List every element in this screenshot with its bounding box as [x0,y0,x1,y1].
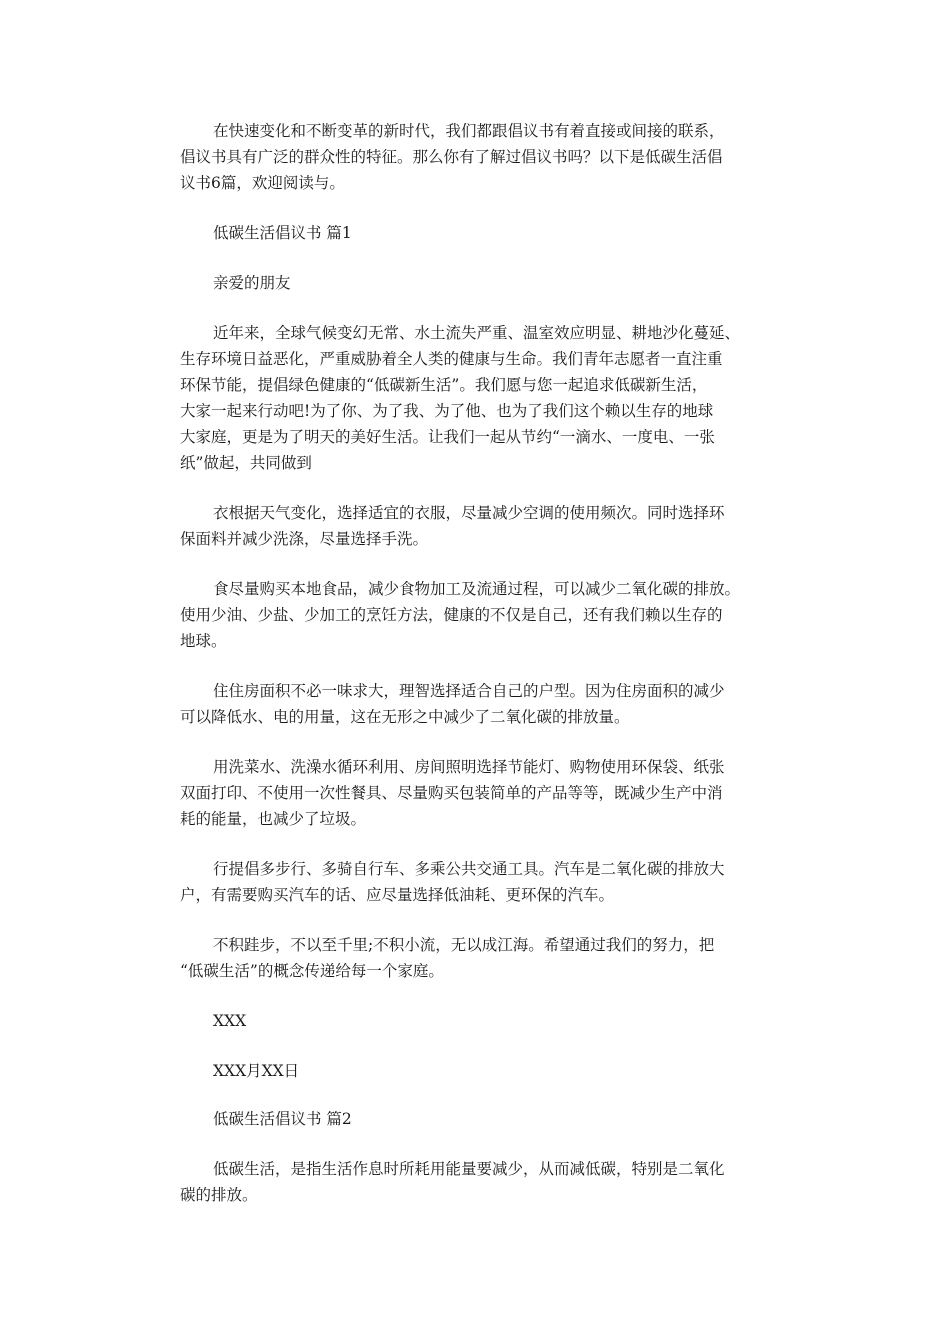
paragraph-intro-1: 近年来，全球气候变幻无常、水土流失严重、温室效应明显、耕地沙化蔓延、 生存环境日益恶化，严重威胁着全人类的健康与生命。我们青年志愿者一直注重 环保节能，提倡绿色健康的“低碳新生活”。我们愿与您一起追求低碳新生活， 大家一起来行动吧!为了你、为了我、为了他、也为了我们这个赖以生存的地球 大家庭，更是为了明天的美好生活。让我们一起从节约“一滴水、一度电、一张 纸”做起，共同做到 [180,324,741,472]
paragraph-housing: 住住房面积不必一味求大，理智选择适合自己的户型。因为住房面积的减少 可以降低水、电的用量，这在无形之中减少了二氧化碳的排放量。 [180,682,725,726]
paragraph-use: 用洗菜水、洗澡水循环利用、房间照明选择节能灯、购物使用环保袋、纸张 双面打印、不使用一次性餐具、尽量购买包装简单的产品等等，既减少生产中消 耗的能量，也减少了垃圾。 [180,758,725,828]
date: XXX月XX日 [213,1062,300,1080]
section-title-2: 低碳生活倡议书 篇2 [213,1110,352,1128]
paragraph-section-2: 低碳生活，是指生活作息时所耗用能量要减少，从而减低碳，特别是二氧化 碳的排放。 [180,1160,725,1204]
intro-paragraph: 在快速变化和不断变革的新时代，我们都跟倡议书有着直接或间接的联系， 倡议书具有广泛的群众性的特征。那么你有了解过倡议书吗？以下是低碳生活倡 议书6篇，欢迎阅读与。 [180,122,725,192]
paragraph-closing: 不积跬步，不以至千里;不积小流，无以成江海。希望通过我们的努力，把 “低碳生活”的概念传递给每一个家庭。 [180,936,715,980]
section-title-1: 低碳生活倡议书 篇1 [213,224,352,242]
signature: XXX [213,1012,247,1030]
paragraph-clothing: 衣根据天气变化，选择适宜的衣服，尽量减少空调的使用频次。同时选择环 保面料并减少洗涤，尽量选择手洗。 [180,504,725,548]
paragraph-food: 食尽量购买本地食品，减少食物加工及流通过程，可以减少二氧化碳的排放。 使用少油、少盐、少加工的烹饪方法，健康的不仅是自己，还有我们赖以生存的 地球。 [180,580,741,650]
document-body [180,118,780,1208]
paragraph-travel: 行提倡多步行、多骑自行车、多乘公共交通工具。汽车是二氧化碳的排放大 户，有需要购买汽车的话、应尽量选择低油耗、更环保的汽车。 [180,860,725,904]
salutation: 亲爱的朋友 [213,274,291,292]
